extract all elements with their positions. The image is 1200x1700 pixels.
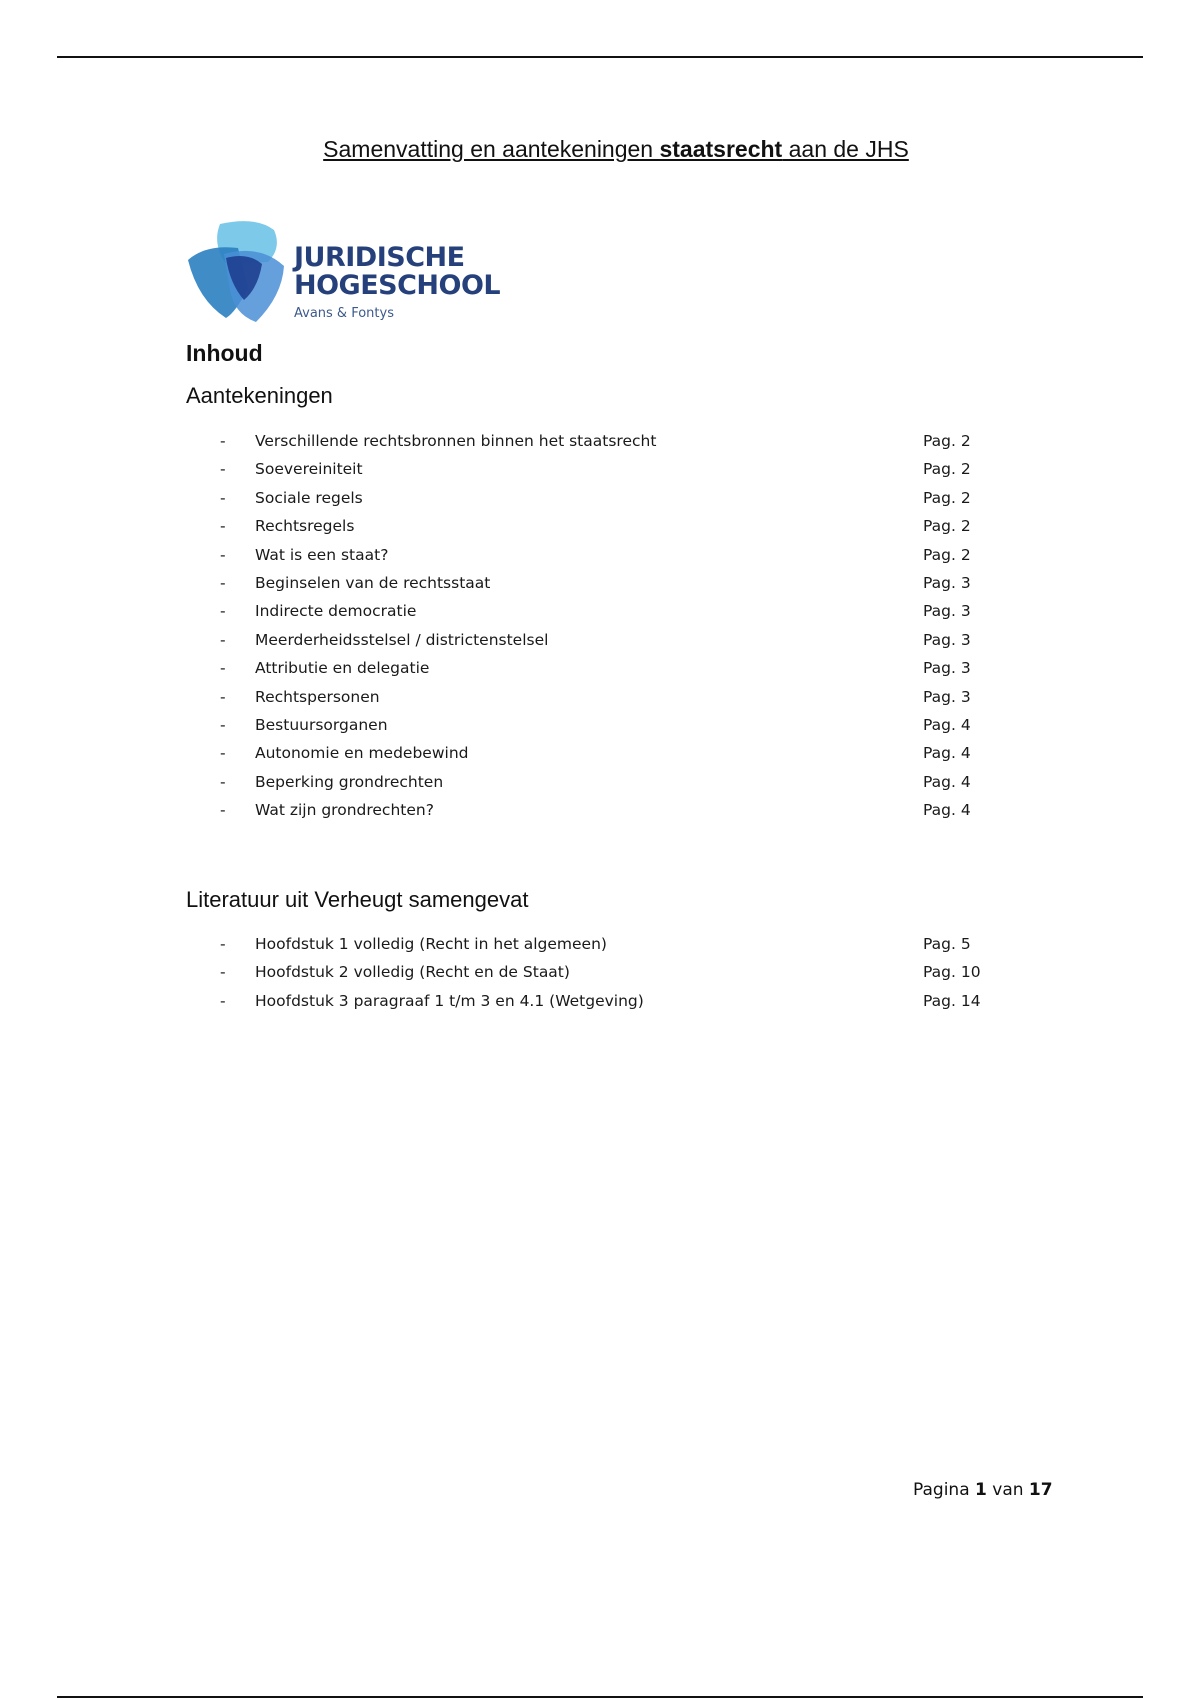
- toc-entry-page: Pag. 2: [923, 545, 971, 564]
- toc-entry: [0, 686, 1200, 714]
- toc-entry: [0, 799, 1200, 827]
- toc-entry-page: Pag. 3: [923, 687, 971, 706]
- toc-entry-label: Wat zijn grondrechten?: [255, 801, 434, 820]
- toc-entry-dash: -: [220, 573, 226, 592]
- bottom-rule: [57, 1696, 1143, 1698]
- toc-entry-dash: -: [220, 715, 226, 734]
- toc-entry-label: Attributie en delegatie: [255, 659, 430, 678]
- toc-entry-page: Pag. 4: [923, 801, 971, 820]
- toc-entry: [0, 714, 1200, 742]
- toc-entry-page: Pag. 3: [923, 659, 971, 678]
- toc-entry: [0, 544, 1200, 572]
- toc-entry-page: Pag. 2: [923, 517, 971, 536]
- toc-entry-dash: -: [220, 545, 226, 564]
- toc-list-aantekeningen: [0, 430, 1200, 827]
- toc-entry-label: Verschillende rechtsbronnen binnen het staatsrecht: [255, 432, 657, 450]
- toc-list-literatuur: [0, 933, 1200, 1018]
- toc-entry-label: Beperking grondrechten: [255, 772, 444, 791]
- toc-entry-page: Pag. 3: [923, 573, 971, 592]
- toc-entry-label: Hoofdstuk 2 volledig (Recht en de Staat): [255, 963, 570, 982]
- toc-entry-label: Bestuursorganen: [255, 715, 388, 734]
- toc-entry-page: Pag. 10: [923, 963, 981, 982]
- toc-entry-label: Rechtsregels: [255, 517, 355, 536]
- toc-entry-label: Soevereiniteit: [255, 460, 363, 479]
- toc-entry-label: Wat is een staat?: [255, 545, 389, 564]
- page-number-footer: Pagina 1 van 17: [913, 1480, 1053, 1500]
- toc-entry-dash: -: [220, 659, 226, 678]
- toc-entry: [0, 487, 1200, 515]
- toc-entry-page: Pag. 5: [923, 935, 971, 953]
- toc-entry-label: Rechtspersonen: [255, 687, 380, 706]
- toc-entry-dash: -: [220, 772, 226, 791]
- toc-entry-page: Pag. 2: [923, 488, 971, 507]
- section-title-aantekeningen: Aantekeningen: [186, 383, 333, 408]
- toc-entry: [0, 629, 1200, 657]
- toc-entry-page: Pag. 3: [923, 602, 971, 621]
- toc-entry-dash: -: [220, 460, 226, 479]
- toc-entry: [0, 961, 1200, 989]
- toc-entry-page: Pag. 4: [923, 744, 971, 763]
- toc-entry-label: Hoofdstuk 1 volledig (Recht in het algemeen): [255, 935, 607, 953]
- toc-entry-dash: -: [220, 602, 226, 621]
- toc-entry: [0, 933, 1200, 961]
- toc-entry-label: Beginselen van de rechtsstaat: [255, 573, 491, 592]
- toc-entry-dash: -: [220, 744, 226, 763]
- toc-entry-dash: -: [220, 991, 226, 1010]
- toc-entry-label: Hoofdstuk 3 paragraaf 1 t/m 3 en 4.1 (Wetgeving): [255, 991, 644, 1010]
- toc-entry: [0, 600, 1200, 628]
- toc-entry-label: Indirecte democratie: [255, 602, 417, 621]
- toc-entry-page: Pag. 3: [923, 630, 971, 649]
- toc-entry: [0, 657, 1200, 685]
- toc-entry-dash: -: [220, 432, 226, 450]
- logo-shapes-icon: [186, 218, 296, 328]
- toc-entry-dash: -: [220, 517, 226, 536]
- section-title-literatuur: Literatuur uit Verheugt samengevat: [186, 887, 529, 912]
- toc-entry: [0, 572, 1200, 600]
- logo-subtitle: Avans & Fontys: [294, 306, 394, 321]
- toc-entry-dash: -: [220, 488, 226, 507]
- logo-wordmark: JURIDISCHE HOGESCHOOL: [294, 242, 501, 301]
- toc-entry-page: Pag. 2: [923, 432, 971, 450]
- toc-entry-label: Sociale regels: [255, 488, 363, 507]
- top-rule: [57, 56, 1143, 58]
- toc-entry: [0, 515, 1200, 543]
- toc-entry-dash: -: [220, 630, 226, 649]
- toc-entry: [0, 742, 1200, 770]
- toc-entry-page: Pag. 14: [923, 991, 981, 1010]
- toc-entry-page: Pag. 2: [923, 460, 971, 479]
- toc-entry-dash: -: [220, 801, 226, 820]
- juridische-hogeschool-logo: [186, 218, 506, 328]
- toc-entry: [0, 458, 1200, 486]
- toc-entry-page: Pag. 4: [923, 715, 971, 734]
- toc-entry: [0, 430, 1200, 458]
- toc-entry-dash: -: [220, 963, 226, 982]
- toc-entry: [0, 771, 1200, 799]
- toc-entry-dash: -: [220, 687, 226, 706]
- toc-entry-dash: -: [220, 935, 226, 953]
- toc-entry-page: Pag. 4: [923, 772, 971, 791]
- toc-heading: Inhoud: [186, 340, 263, 366]
- toc-entry-label: Autonomie en medebewind: [255, 744, 469, 763]
- toc-entry-label: Meerderheidsstelsel / districtenstelsel: [255, 630, 549, 649]
- document-title: Samenvatting en aantekeningen staatsrecht aan de JHS: [323, 136, 909, 162]
- toc-entry: [0, 990, 1200, 1018]
